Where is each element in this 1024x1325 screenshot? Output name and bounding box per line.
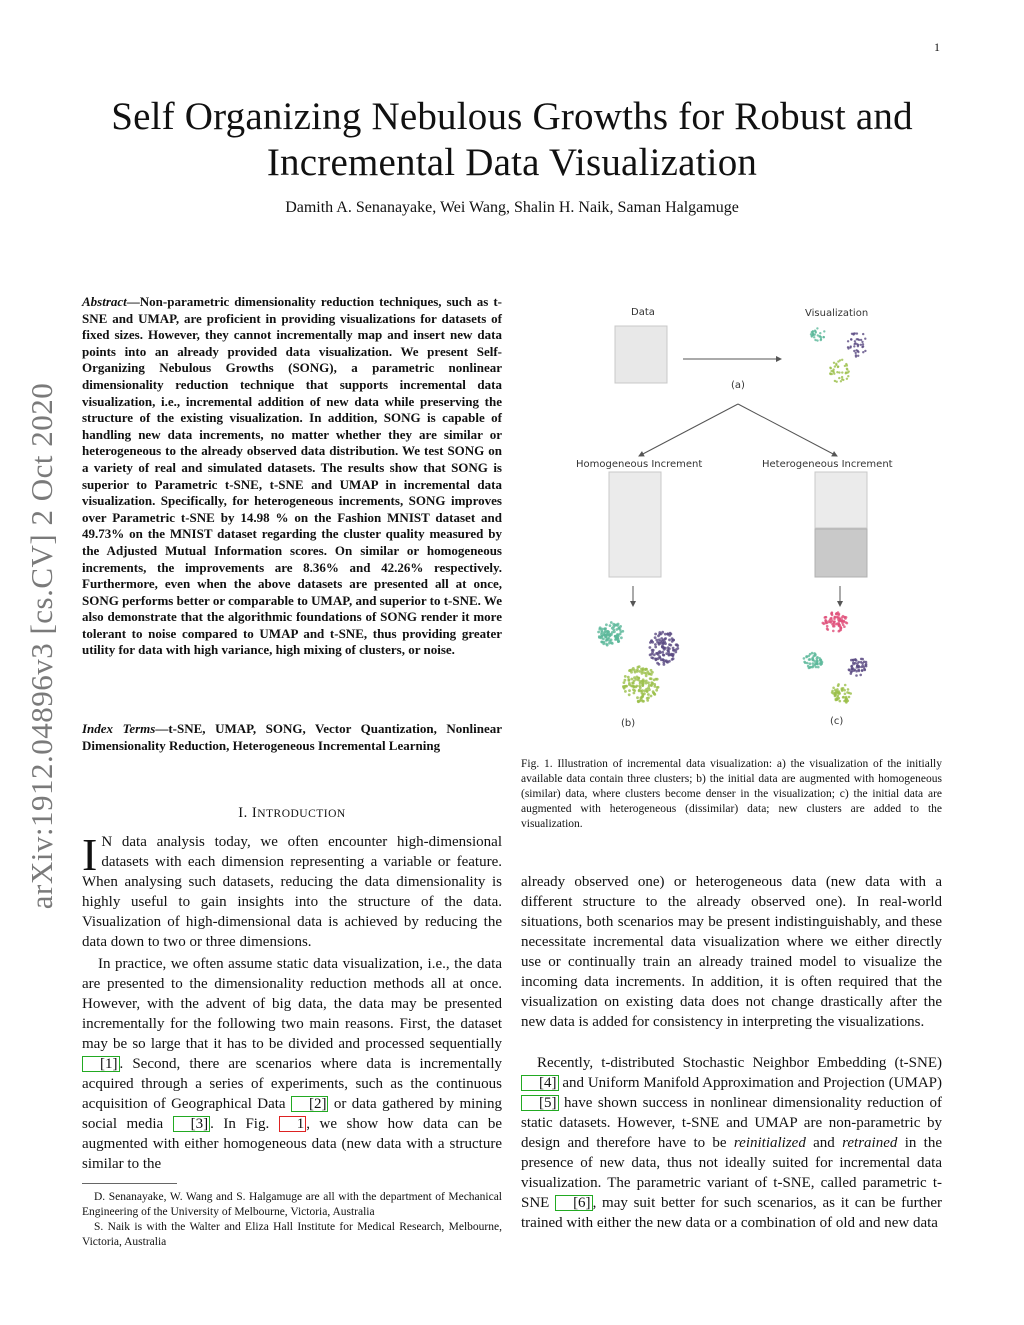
right-p2-text-d: and	[805, 1135, 843, 1151]
cluster-point-group	[597, 621, 624, 646]
initial-visualization-clusters	[810, 327, 867, 383]
figure-label-a: (a)	[731, 380, 745, 391]
cluster-point-group	[622, 665, 660, 703]
data-block	[615, 326, 667, 383]
figure-label-c: (c)	[830, 716, 844, 727]
abstract-label: Abstract	[82, 294, 127, 309]
section-number: I.	[238, 805, 252, 821]
right-p2-text-a: Recently, t-distributed Stochastic Neighbor Embedding (t-SNE)	[537, 1055, 942, 1071]
homogeneous-visualization-clusters	[597, 621, 679, 703]
figure-caption: Fig. 1. Illustration of incremental data visualization: a) the visualization of the initially available data contain three clusters; b) the initial data are augmented with homogeneous (similar) data, where clusters become denser in the visualization; c) the initial data are augmented with heterogeneous (dissimilar) data; new clusters are added to the visualization.	[521, 758, 942, 830]
figure-label-homogeneous: Homogeneous Increment	[576, 459, 703, 470]
figure-label-heterogeneous: Heterogeneous Increment	[762, 459, 893, 470]
cluster-point-group	[822, 611, 849, 632]
right-p2-emphasis-1: reinitialized	[733, 1135, 806, 1151]
cluster-point-group	[847, 332, 867, 358]
homogeneous-data-block	[609, 472, 661, 577]
original-data-block	[815, 472, 867, 528]
citation-link[interactable]: [4]	[521, 1075, 559, 1091]
figure-label-data: Data	[631, 307, 655, 318]
footnote-2: S. Naik is with the Walter and Eliza Hall Institute for Medical Research, Melbourne, Victoria, Australia	[82, 1221, 502, 1248]
abstract-text: —Non-parametric dimensionality reduction techniques, such as t-SNE and UMAP, are proficient in providing visualizations for datasets of fixed sizes. However, they cannot incrementally map and insert new data points into an already provided data visualization. We present Self-Organizing Nebulous Growths (SONG), a parametric nonlinear dimensionality reduction technique that supports incremental data visualization, i.e., incremental addition of new data while preserving the structure of the existing visualization. In addition, SONG is capable of handling new data increments, no matter whether they are similar or heterogeneous to the already observed data distribution. We test SONG on a variety of real and simulated datasets. The results show that SONG is superior to Parametric t-SNE, t-SNE and UMAP in incremental data visualization. Specifically, for heterogeneous increments, SONG improves over Parametric t-SNE by 14.98 % on the Fashion MNIST dataset and 49.73% on the MNIST dataset regarding the cluster quality measured by the Adjusted Mutual Information scores. On similar or homogeneous increments, the improvements are 8.36% and 42.26% respectively. Furthermore, even when the above datasets are presented all at once, SONG performs better or comparable to UMAP, and superior to t-SNE. We also demonstrate that the algorithmic foundations of SONG render it more tolerant to noise compared to UMAP and t-SNE, thus providing greater utility for data with high variance, high mixing of clusters, or noise.	[82, 294, 502, 658]
section-rest: NTRODUCTION	[257, 808, 346, 820]
heterogeneous-data-block	[815, 529, 867, 577]
cluster-point-group	[848, 658, 868, 677]
index-label: Index Terms	[82, 721, 156, 736]
section-heading-introduction	[82, 805, 502, 822]
author-list: Damith A. Senanayake, Wei Wang, Shalin H. Naik, Saman Halgamuge	[285, 199, 739, 216]
citation-link[interactable]: [5]	[521, 1095, 559, 1111]
figure-reference-link[interactable]: 1	[279, 1116, 307, 1132]
intro-p2-text-c: or data gathered by mining social media	[82, 1096, 502, 1132]
title-line-1: Self Organizing Nebulous Growths for Robust and	[111, 95, 913, 138]
footnotes	[82, 1190, 502, 1250]
cluster-point-group	[831, 683, 852, 704]
right-p2-text-f: , may suit better for such scenarios, as it can be further trained with either the new data or a combination of old and new data	[521, 1195, 942, 1231]
intro-p1-text: N data analysis today, we often encounter high-dimensional datasets with each dimension representing a variable or feature. When analysing such datasets, reducing the data dimensionality is highly useful to gain insights into the structure of the data. Visualization of high-dimensional data is achieved by reducing the data down to two or three dimensions.	[82, 834, 502, 950]
index-text: —t-SNE, UMAP, SONG, Vector Quantization, Nonlinear Dimensionality Reduction, Heterogeneous Incremental Learning	[82, 721, 502, 753]
index-terms	[82, 721, 502, 754]
branch-arrow-heterogeneous	[738, 404, 837, 456]
right-p2-emphasis-2: retrained	[842, 1135, 898, 1151]
abstract	[82, 294, 502, 659]
arxiv-stamp: arXiv:1912.04896v3 [cs.CV] 2 Oct 2020	[24, 382, 59, 910]
intro-p2-text-b: . Second, there are scenarios where data is incrementally acquired through a series of experiments, such as the continuous acquisition of Geographical Data	[82, 1056, 502, 1112]
right-p2-text-b: and Uniform Manifold Approximation and Projection (UMAP)	[558, 1075, 942, 1091]
intro-paragraph-2	[82, 954, 502, 1174]
drop-cap: I	[82, 829, 98, 880]
right-paragraph-2	[521, 1053, 942, 1233]
right-p2-text-c: have shown success in nonlinear dimensionality reduction of static datasets. However, t-SNE and UMAP are non-parametric by design and therefore have to be	[521, 1095, 942, 1151]
figure-label-b: (b)	[621, 718, 636, 729]
citation-link[interactable]: [3]	[173, 1116, 211, 1132]
citation-link[interactable]: [1]	[82, 1056, 120, 1072]
cluster-point-group	[810, 327, 826, 342]
cluster-point-group	[829, 359, 850, 383]
paper-title	[60, 94, 964, 186]
figure-label-visualization: Visualization	[805, 308, 869, 319]
intro-paragraph-1	[82, 829, 502, 952]
section-initial: I	[251, 805, 258, 821]
intro-p2-text-d: . In Fig.	[210, 1116, 279, 1132]
title-line-2: Incremental Data Visualization	[266, 141, 758, 184]
footnote-1: D. Senanayake, W. Wang and S. Halgamuge are all with the department of Mechanical Engineering of the University of Melbourne, Victoria, Australia	[82, 1191, 502, 1218]
right-p2-text-e: in the presence of new data, thus not ideally suited for incremental data visualization. The parametric variant of t-SNE, called parametric t-SNE	[521, 1135, 942, 1211]
figure-1	[521, 296, 942, 736]
page-number: 1	[934, 40, 940, 54]
cluster-point-group	[803, 652, 824, 669]
footnote-divider	[82, 1183, 177, 1184]
branch-arrow-homogeneous	[639, 404, 738, 456]
citation-link[interactable]: [2]	[291, 1096, 329, 1112]
right-paragraph-1: already observed one) or heterogeneous data (new data with a different structure to the already observed one). In real-world situations, both scenarios may be present indistinguishably, and these necessitate incremental data visualization where we either directly use or continually train an already trained model to visualize the incoming data increments. In addition, it is often required that the visualization on existing data does not change drastically after the new data is added for consistency in interpreting the visualizations.	[521, 874, 942, 1030]
intro-p2-text-e: , we show how data can be augmented with either homogeneous data (new data with a structure similar to the	[82, 1116, 502, 1172]
cluster-point-group	[649, 631, 680, 666]
citation-link[interactable]: [6]	[555, 1195, 593, 1211]
intro-p2-text-a: In practice, we often assume static data visualization, i.e., the data are presented to the dimensionality reduction methods all at once. However, with the advent of big data, the data may be presented incrementally for the following two main reasons. First, the dataset may be so large that it has to be divided and processed sequentially	[82, 956, 502, 1052]
heterogeneous-visualization-clusters	[803, 611, 868, 703]
